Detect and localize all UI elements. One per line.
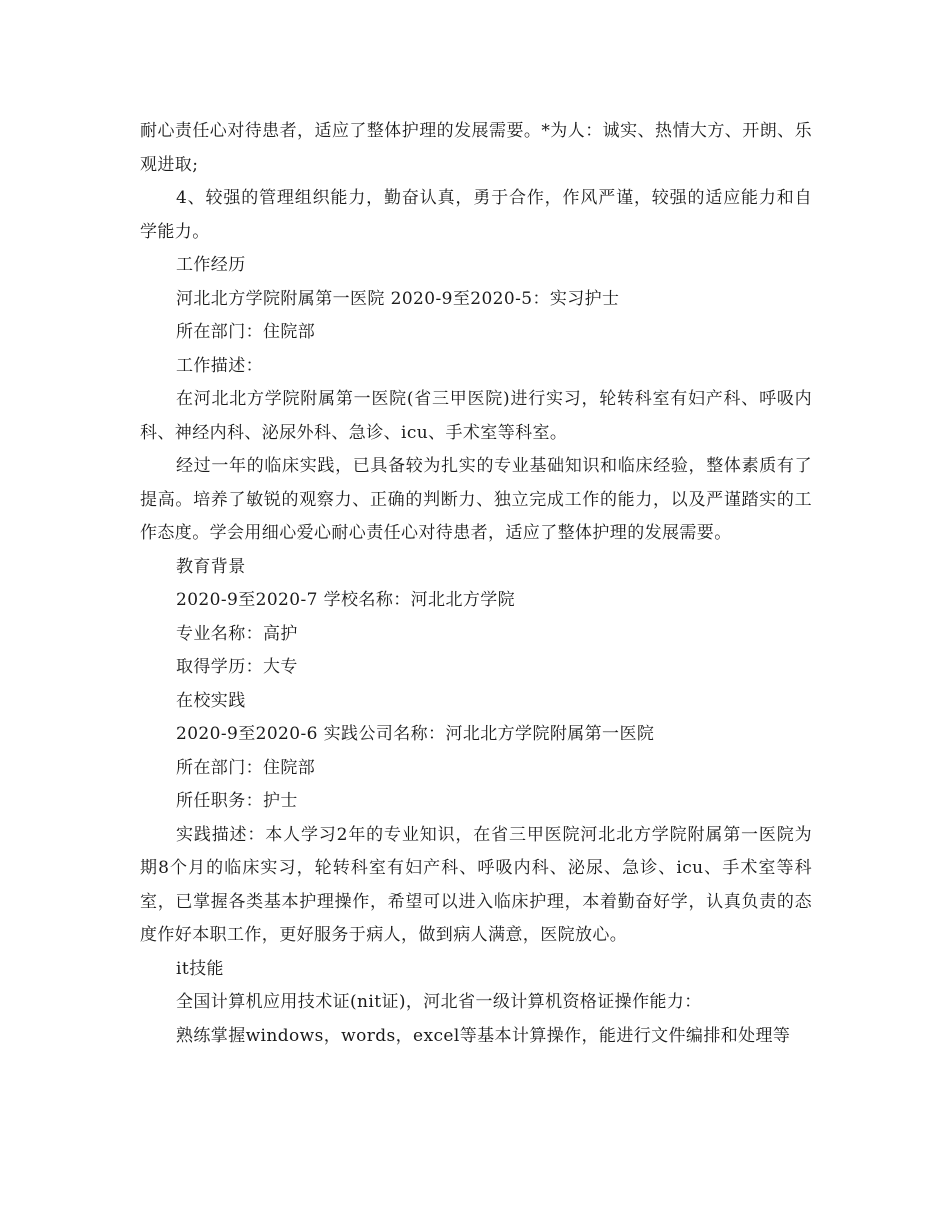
practice-department: 所在部门：住院部 [176,757,316,778]
paragraph-1: 耐心责任心对待患者，适应了整体护理的发展需要。*为人：诚实、热情大方、开朗、乐观进取; [140,121,812,175]
it-certificates: 全国计算机应用技术证(nit证)，河北省一级计算机资格证操作能力： [176,992,702,1012]
work-department: 所在部门：住院部 [176,322,316,342]
practice-entry: 2020-9至2020-6 实践公司名称：河北北方学院附属第一医院 [176,724,655,744]
heading-it-skills: it技能 [176,958,224,979]
practice-position: 所任职务：护士 [176,791,298,811]
education-entry: 2020-9至2020-7 学校名称：河北北方学院 [176,590,516,610]
paragraph-management-ability: 4、较强的管理组织能力，勤奋认真，勇于合作，作风严谨，较强的适应能力和自学能力。 [140,188,812,242]
work-description-rotation: 在河北北方学院附属第一医院(省三甲医院)进行实习，轮转科室有妇产科、呼吸内科、神经内科、泌尿外科、急诊、icu、手术室等科室。 [140,389,812,443]
heading-education: 教育背景 [176,556,246,577]
it-operations: 熟练掌握windows，words，excel等基本计算操作，能进行文件编排和处理等 [176,1025,791,1046]
heading-school-practice: 在校实践 [176,690,246,711]
work-entry: 河北北方学院附属第一医院 2020-9至2020-5：实习护士 [176,288,620,309]
work-description-summary: 经过一年的临床实践，已具备较为扎实的专业基础知识和临床经验，整体素质有了提高。培养了敏锐的观察力、正确的判断力、独立完成工作的能力，以及严谨踏实的工作态度。学会用细心爱心耐心责任心对待患者，适应了整体护理的发展需要。 [140,456,812,543]
work-description-label: 工作描述： [176,355,263,376]
practice-description: 实践描述：本人学习2年的专业知识，在省三甲医院河北北方学院附属第一医院为期8个月的临床实习，轮转科室有妇产科、呼吸内科、泌尿、急诊、icu、手术室等科室，已掌握各类基本护理操作，希望可以进入临床护理，本着勤奋好学，认真负责的态度作好本职工作，更好服务于病人，做到病人满意，医院放心。 [140,824,812,945]
heading-work-experience: 工作经历 [176,255,246,275]
education-major: 专业名称：高护 [176,623,298,644]
document-page [140,115,812,1053]
education-degree: 取得学历：大专 [176,657,298,677]
